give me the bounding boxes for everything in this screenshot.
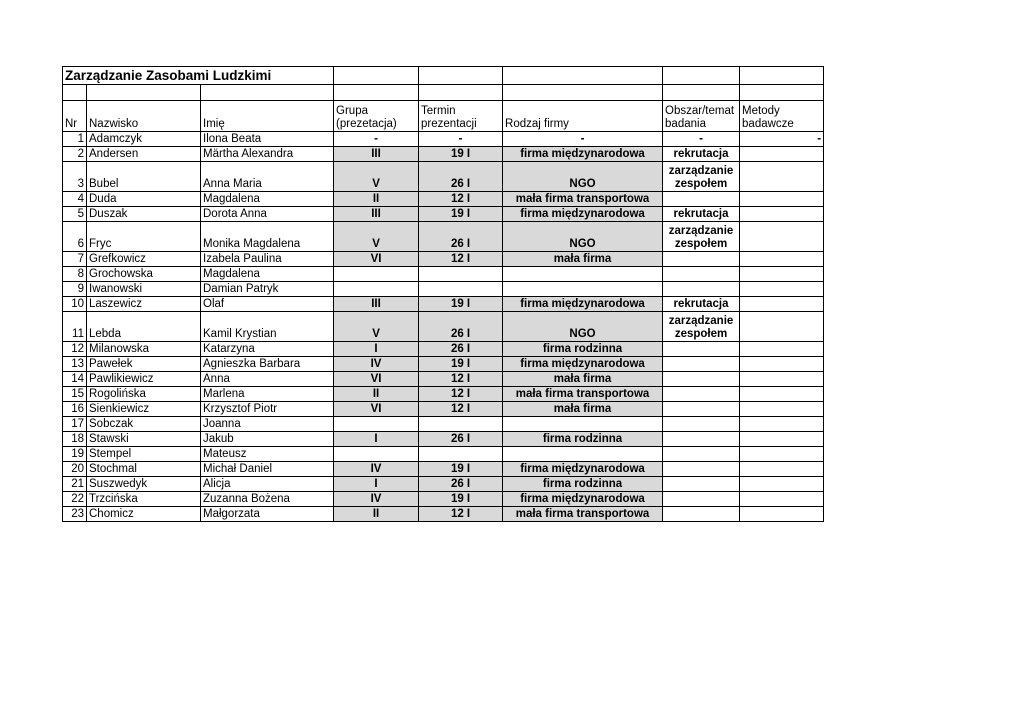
cell-nr[interactable]: 14 xyxy=(63,372,87,387)
cell-termin[interactable] xyxy=(419,417,503,432)
cell-grupa[interactable]: VI xyxy=(334,372,419,387)
cell-metody[interactable] xyxy=(740,447,824,462)
cell-nr[interactable]: 15 xyxy=(63,387,87,402)
cell-rodzaj[interactable] xyxy=(503,267,663,282)
cell-metody[interactable] xyxy=(740,492,824,507)
cell-nr[interactable]: 3 xyxy=(63,162,87,192)
cell-imie[interactable]: Magdalena xyxy=(201,267,334,282)
cell-grupa[interactable]: IV xyxy=(334,462,419,477)
cell-termin[interactable]: - xyxy=(419,132,503,147)
cell-metody[interactable] xyxy=(740,507,824,522)
cell-obszar-line1: zarządzanie xyxy=(668,315,734,327)
table-row xyxy=(63,432,824,447)
cell-grupa[interactable]: IV xyxy=(334,492,419,507)
header-termin-line2: prezentacji xyxy=(421,118,477,130)
cell-rodzaj[interactable]: firma międzynarodowa xyxy=(503,207,663,222)
cell-termin[interactable]: 12 I xyxy=(419,192,503,207)
cell-nr[interactable]: 4 xyxy=(63,192,87,207)
cell[interactable] xyxy=(503,67,663,85)
cell-nr[interactable]: 1 xyxy=(63,132,87,147)
cell-nazwisko[interactable]: Pawełek xyxy=(87,357,201,372)
cell-imie[interactable]: Marlena xyxy=(201,387,334,402)
cell-nr[interactable]: 22 xyxy=(63,492,87,507)
cell-termin[interactable] xyxy=(419,282,503,297)
cell-obszar[interactable]: rekrutacja xyxy=(663,297,740,312)
header-grupa-line2: (prezetacja) xyxy=(336,118,397,130)
cell-obszar[interactable] xyxy=(663,387,740,402)
cell-rodzaj[interactable]: mała firma transportowa xyxy=(503,507,663,522)
cell[interactable] xyxy=(419,85,503,101)
cell-termin[interactable]: 26 I xyxy=(419,342,503,357)
cell-metody[interactable] xyxy=(740,342,824,357)
table-row xyxy=(63,342,824,357)
header-termin-line1: Termin xyxy=(421,105,456,117)
cell-obszar[interactable] xyxy=(663,372,740,387)
cell[interactable] xyxy=(201,85,334,101)
cell-nr[interactable]: 23 xyxy=(63,507,87,522)
header-metody[interactable] xyxy=(740,101,824,132)
cell-nr[interactable]: 17 xyxy=(63,417,87,432)
table-row xyxy=(63,447,824,462)
header-termin[interactable] xyxy=(419,101,503,132)
cell-rodzaj[interactable]: firma międzynarodowa xyxy=(503,462,663,477)
cell-metody[interactable] xyxy=(740,192,824,207)
header-obszar[interactable] xyxy=(663,101,740,132)
cell-imie[interactable]: Anna Maria xyxy=(201,162,334,192)
cell-rodzaj[interactable]: firma międzynarodowa xyxy=(503,492,663,507)
cell[interactable] xyxy=(663,85,740,101)
cell-nr[interactable]: 16 xyxy=(63,402,87,417)
cell-obszar[interactable] xyxy=(663,402,740,417)
cell-nr[interactable]: 13 xyxy=(63,357,87,372)
cell-metody[interactable] xyxy=(740,222,824,252)
cell-termin[interactable]: 19 I xyxy=(419,357,503,372)
cell-termin[interactable]: 26 I xyxy=(419,477,503,492)
cell-obszar-line2: zespołem xyxy=(674,238,728,250)
cell-imie[interactable]: Joanna xyxy=(201,417,334,432)
cell-nazwisko[interactable]: Chomicz xyxy=(87,507,201,522)
cell-grupa[interactable]: II xyxy=(334,192,419,207)
cell-rodzaj[interactable]: mała firma transportowa xyxy=(503,192,663,207)
cell-nr[interactable]: 8 xyxy=(63,267,87,282)
cell-rodzaj[interactable] xyxy=(503,447,663,462)
cell-nr[interactable]: 7 xyxy=(63,252,87,267)
blank-row xyxy=(63,85,824,101)
cell-metody[interactable] xyxy=(740,267,824,282)
header-grupa-line1: Grupa xyxy=(336,105,368,117)
header-nr[interactable]: Nr xyxy=(63,101,87,132)
header-rodzaj[interactable]: Rodzaj firmy xyxy=(503,101,663,132)
cell-grupa[interactable]: I xyxy=(334,342,419,357)
cell-metody[interactable] xyxy=(740,282,824,297)
cell-imie[interactable]: Kamil Krystian xyxy=(201,312,334,342)
cell-metody[interactable] xyxy=(740,357,824,372)
sheet-title[interactable]: Zarządzanie Zasobami Ludzkimi xyxy=(63,67,334,85)
table-row xyxy=(63,402,824,417)
cell-imie[interactable]: Magdalena xyxy=(201,192,334,207)
cell-obszar[interactable] xyxy=(663,267,740,282)
cell-termin[interactable]: 19 I xyxy=(419,207,503,222)
cell-obszar[interactable] xyxy=(663,192,740,207)
cell-grupa[interactable]: V xyxy=(334,312,419,342)
cell-obszar[interactable]: rekrutacja xyxy=(663,147,740,162)
cell-nr[interactable]: 21 xyxy=(63,477,87,492)
cell-grupa[interactable]: VI xyxy=(334,252,419,267)
cell-metody[interactable] xyxy=(740,147,824,162)
cell-obszar[interactable] xyxy=(663,342,740,357)
table-row xyxy=(63,132,824,147)
cell-nazwisko[interactable]: Adamczyk xyxy=(87,132,201,147)
cell-termin[interactable]: 12 I xyxy=(419,372,503,387)
cell-grupa[interactable]: II xyxy=(334,387,419,402)
cell-metody[interactable] xyxy=(740,477,824,492)
table-row xyxy=(63,417,824,432)
cell-obszar[interactable] xyxy=(663,477,740,492)
cell-obszar[interactable] xyxy=(663,312,740,342)
cell-rodzaj[interactable]: firma międzynarodowa xyxy=(503,297,663,312)
cell-grupa[interactable] xyxy=(334,267,419,282)
cell-rodzaj[interactable]: firma międzynarodowa xyxy=(503,357,663,372)
cell-nazwisko[interactable]: Duszak xyxy=(87,207,201,222)
cell-nazwisko[interactable]: Pawlikiewicz xyxy=(87,372,201,387)
cell-grupa[interactable]: V xyxy=(334,222,419,252)
cell-nazwisko[interactable]: Stawski xyxy=(87,432,201,447)
cell-nazwisko[interactable]: Lebda xyxy=(87,312,201,342)
cell-rodzaj[interactable] xyxy=(503,282,663,297)
cell-metody[interactable] xyxy=(740,387,824,402)
cell-nr[interactable]: 9 xyxy=(63,282,87,297)
cell-rodzaj[interactable]: firma rodzinna xyxy=(503,477,663,492)
cell[interactable] xyxy=(740,85,824,101)
cell-metody[interactable] xyxy=(740,252,824,267)
cell-nr[interactable]: 2 xyxy=(63,147,87,162)
cell-imie[interactable]: Alicja xyxy=(201,477,334,492)
cell-grupa[interactable]: V xyxy=(334,162,419,192)
cell-metody[interactable] xyxy=(740,372,824,387)
table-row xyxy=(63,267,824,282)
cell-rodzaj[interactable]: - xyxy=(503,132,663,147)
cell-rodzaj[interactable]: mała firma xyxy=(503,372,663,387)
cell-rodzaj[interactable]: NGO xyxy=(503,162,663,192)
cell-metody[interactable] xyxy=(740,402,824,417)
cell-rodzaj[interactable]: firma międzynarodowa xyxy=(503,147,663,162)
cell-termin[interactable]: 19 I xyxy=(419,297,503,312)
cell-imie[interactable]: Krzysztof Piotr xyxy=(201,402,334,417)
cell-grupa[interactable]: IV xyxy=(334,357,419,372)
table-row xyxy=(63,207,824,222)
cell-obszar[interactable] xyxy=(663,417,740,432)
cell-metody[interactable] xyxy=(740,207,824,222)
header-nazwisko[interactable]: Nazwisko xyxy=(87,101,201,132)
cell-nr[interactable]: 20 xyxy=(63,462,87,477)
cell-nazwisko[interactable]: Grefkowicz xyxy=(87,252,201,267)
cell-obszar-line1: zarządzanie xyxy=(668,225,734,237)
cell-imie[interactable]: Zuzanna Bożena xyxy=(201,492,334,507)
cell-obszar[interactable] xyxy=(663,462,740,477)
cell-obszar-line1: zarządzanie xyxy=(668,165,734,177)
cell-metody[interactable] xyxy=(740,297,824,312)
cell-imie[interactable]: Monika Magdalena xyxy=(201,222,334,252)
header-imie[interactable]: Imię xyxy=(201,101,334,132)
cell-obszar[interactable] xyxy=(663,507,740,522)
cell-obszar[interactable] xyxy=(663,357,740,372)
cell-metody[interactable] xyxy=(740,162,824,192)
cell-grupa[interactable] xyxy=(334,447,419,462)
cell-grupa[interactable]: III xyxy=(334,297,419,312)
cell-obszar-line2: zespołem xyxy=(674,328,728,340)
cell-rodzaj[interactable]: NGO xyxy=(503,222,663,252)
title-row xyxy=(63,67,824,85)
cell[interactable] xyxy=(740,67,824,85)
cell-obszar[interactable] xyxy=(663,222,740,252)
cell-termin[interactable]: 19 I xyxy=(419,492,503,507)
cell-termin[interactable]: 12 I xyxy=(419,507,503,522)
cell-rodzaj[interactable]: NGO xyxy=(503,312,663,342)
cell-imie[interactable]: Mateusz xyxy=(201,447,334,462)
cell-imie[interactable]: Dorota Anna xyxy=(201,207,334,222)
cell-obszar[interactable] xyxy=(663,447,740,462)
cell-nazwisko[interactable]: Laszewicz xyxy=(87,297,201,312)
cell-termin[interactable]: 19 I xyxy=(419,462,503,477)
cell-nr[interactable]: 18 xyxy=(63,432,87,447)
cell[interactable] xyxy=(87,85,201,101)
cell-grupa[interactable]: I xyxy=(334,477,419,492)
header-obszar-line1: Obszar/temat xyxy=(665,105,735,117)
cell-nr[interactable]: 10 xyxy=(63,297,87,312)
cell-nr[interactable]: 6 xyxy=(63,222,87,252)
table-row xyxy=(63,372,824,387)
cell-imie[interactable]: Anna xyxy=(201,372,334,387)
cell-nazwisko[interactable]: Suszwedyk xyxy=(87,477,201,492)
cell-termin[interactable] xyxy=(419,447,503,462)
cell-termin[interactable]: 26 I xyxy=(419,312,503,342)
cell-nazwisko[interactable]: Fryc xyxy=(87,222,201,252)
cell-rodzaj[interactable]: firma rodzinna xyxy=(503,432,663,447)
cell-grupa[interactable]: VI xyxy=(334,402,419,417)
cell[interactable] xyxy=(334,67,419,85)
cell-imie[interactable]: Michał Daniel xyxy=(201,462,334,477)
cell-nr[interactable]: 12 xyxy=(63,342,87,357)
cell-obszar-line2: zespołem xyxy=(674,178,728,190)
attendance-table xyxy=(62,66,824,522)
header-obszar-line2: badania xyxy=(665,118,706,130)
cell-grupa[interactable]: III xyxy=(334,207,419,222)
cell-rodzaj[interactable] xyxy=(503,417,663,432)
table-row xyxy=(63,252,824,267)
cell-nazwisko[interactable]: Sobczak xyxy=(87,417,201,432)
table-row xyxy=(63,492,824,507)
table-row xyxy=(63,312,824,342)
cell-obszar[interactable]: rekrutacja xyxy=(663,207,740,222)
header-metody-line2: badawcze xyxy=(742,118,794,130)
cell-imie[interactable]: Ilona Beata xyxy=(201,132,334,147)
header-grupa[interactable] xyxy=(334,101,419,132)
cell-imie[interactable]: Märtha Alexandra xyxy=(201,147,334,162)
cell-grupa[interactable]: I xyxy=(334,432,419,447)
cell-nazwisko[interactable]: Bubel xyxy=(87,162,201,192)
cell-imie[interactable]: Damian Patryk xyxy=(201,282,334,297)
cell-termin[interactable] xyxy=(419,267,503,282)
cell-metody[interactable] xyxy=(740,417,824,432)
cell-grupa[interactable]: - xyxy=(334,132,419,147)
table-row xyxy=(63,477,824,492)
cell-grupa[interactable] xyxy=(334,417,419,432)
cell-nazwisko[interactable]: Milanowska xyxy=(87,342,201,357)
cell-nazwisko[interactable]: Sienkiewicz xyxy=(87,402,201,417)
cell-obszar[interactable] xyxy=(663,282,740,297)
cell[interactable] xyxy=(503,85,663,101)
cell-termin[interactable]: 12 I xyxy=(419,252,503,267)
cell-rodzaj[interactable]: firma rodzinna xyxy=(503,342,663,357)
cell-imie[interactable]: Jakub xyxy=(201,432,334,447)
cell-metody[interactable] xyxy=(740,462,824,477)
cell[interactable] xyxy=(419,67,503,85)
cell[interactable] xyxy=(334,85,419,101)
cell-rodzaj[interactable]: mała firma xyxy=(503,252,663,267)
cell-imie[interactable]: Agnieszka Barbara xyxy=(201,357,334,372)
cell-nazwisko[interactable]: Rogolińska xyxy=(87,387,201,402)
cell-obszar[interactable]: - xyxy=(663,132,740,147)
table-row xyxy=(63,462,824,477)
cell-imie[interactable]: Izabela Paulina xyxy=(201,252,334,267)
cell-obszar[interactable] xyxy=(663,162,740,192)
cell-rodzaj[interactable]: mała firma xyxy=(503,402,663,417)
table-row xyxy=(63,282,824,297)
cell-obszar[interactable] xyxy=(663,492,740,507)
cell-nr[interactable]: 5 xyxy=(63,207,87,222)
cell-termin[interactable]: 19 I xyxy=(419,147,503,162)
cell-nazwisko[interactable]: Stochmal xyxy=(87,462,201,477)
cell-nazwisko[interactable]: Trzcińska xyxy=(87,492,201,507)
table-row xyxy=(63,147,824,162)
cell-nazwisko[interactable]: Iwanowski xyxy=(87,282,201,297)
header-row xyxy=(63,101,824,132)
cell-rodzaj[interactable]: mała firma transportowa xyxy=(503,387,663,402)
cell-imie[interactable]: Olaf xyxy=(201,297,334,312)
cell-grupa[interactable] xyxy=(334,282,419,297)
cell-metody[interactable] xyxy=(740,312,824,342)
cell-obszar[interactable] xyxy=(663,432,740,447)
table-row xyxy=(63,357,824,372)
cell-grupa[interactable]: III xyxy=(334,147,419,162)
table-row xyxy=(63,297,824,312)
cell-nr[interactable]: 11 xyxy=(63,312,87,342)
cell-termin[interactable]: 26 I xyxy=(419,222,503,252)
cell[interactable] xyxy=(663,67,740,85)
table-row xyxy=(63,222,824,252)
table-row xyxy=(63,162,824,192)
cell-termin[interactable]: 26 I xyxy=(419,432,503,447)
table-row xyxy=(63,192,824,207)
cell-imie[interactable]: Katarzyna xyxy=(201,342,334,357)
cell-nazwisko[interactable]: Grochowska xyxy=(87,267,201,282)
cell-grupa[interactable]: II xyxy=(334,507,419,522)
header-metody-line1: Metody xyxy=(742,105,780,117)
cell-metody[interactable]: - xyxy=(740,132,824,147)
cell-metody[interactable] xyxy=(740,432,824,447)
cell-nr[interactable]: 19 xyxy=(63,447,87,462)
cell-nazwisko[interactable]: Stempel xyxy=(87,447,201,462)
cell-nazwisko[interactable]: Duda xyxy=(87,192,201,207)
cell-termin[interactable]: 12 I xyxy=(419,387,503,402)
cell-nazwisko[interactable]: Andersen xyxy=(87,147,201,162)
cell-obszar[interactable] xyxy=(663,252,740,267)
table-row xyxy=(63,387,824,402)
table-row xyxy=(63,507,824,522)
cell[interactable] xyxy=(63,85,87,101)
cell-imie[interactable]: Małgorzata xyxy=(201,507,334,522)
cell-termin[interactable]: 12 I xyxy=(419,402,503,417)
cell-termin[interactable]: 26 I xyxy=(419,162,503,192)
